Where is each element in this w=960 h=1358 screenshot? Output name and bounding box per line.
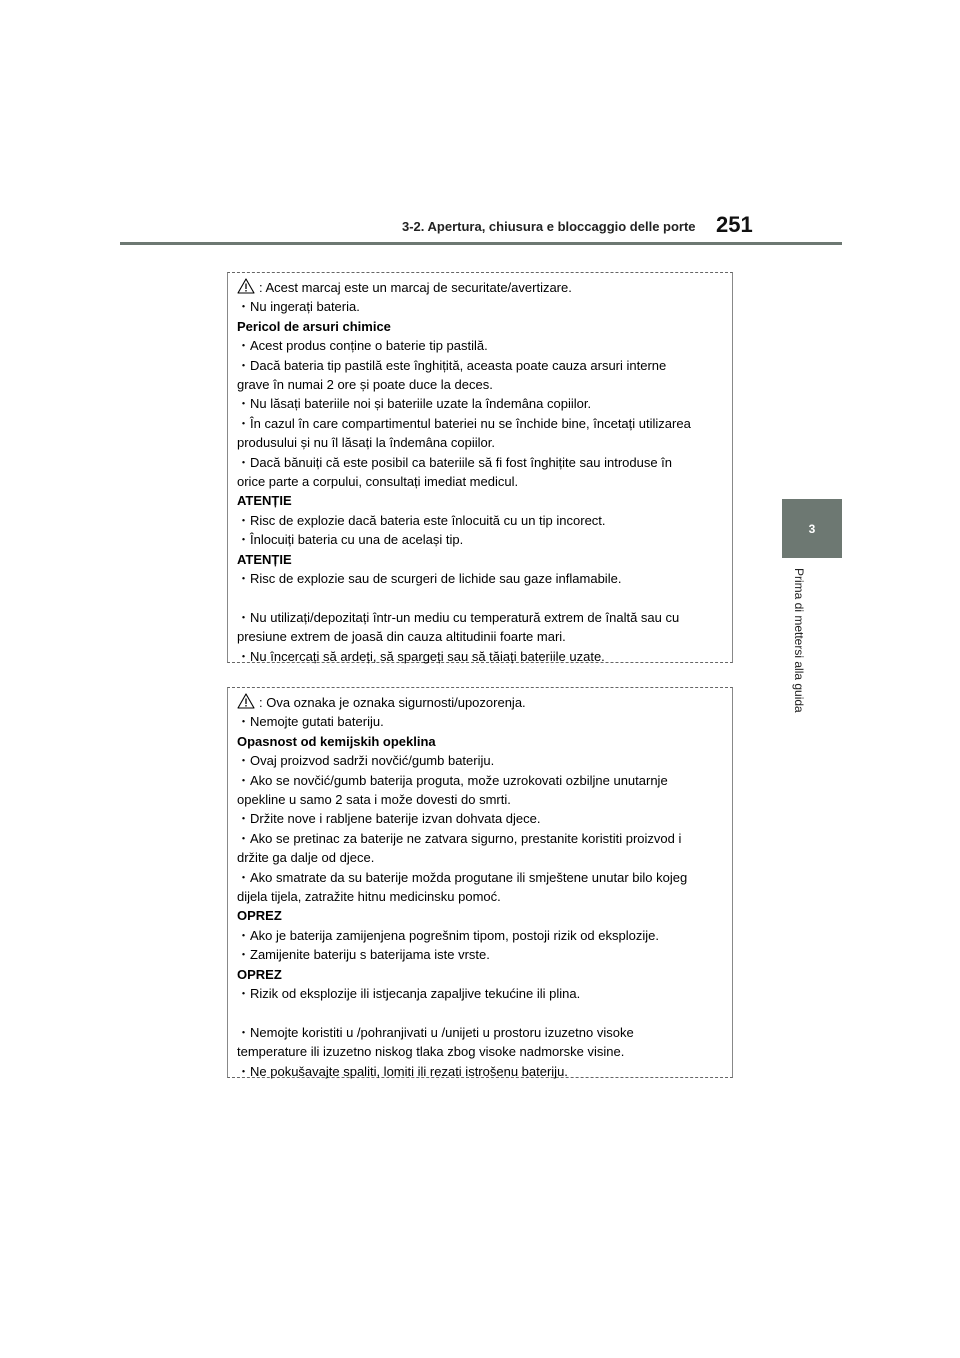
warning-line-text: ・Ovaj proizvod sadrži novčić/gumb bateriju. — [237, 753, 495, 769]
warning-line — [237, 751, 724, 770]
warning-line — [237, 608, 724, 627]
warning-heading — [237, 906, 724, 925]
warning-line — [237, 829, 724, 848]
chapter-number: 3 — [808, 521, 816, 536]
warning-line-text: ATENȚIE — [237, 551, 292, 567]
warning-line-text: ・Nu încercați să ardeți, să spargeți sau să tăiați bateriile uzate. — [237, 648, 605, 664]
warning-line-text: ・Dacă bănuiți că este posibil ca bateriile să fi fost înghițite sau introduse în — [237, 454, 673, 470]
warning-line-text: ・Nu utilizați/depozitați într-un mediu cu temperatură extrem de înaltă sau cu — [237, 609, 680, 625]
warning-line-text: : Ova oznaka je oznaka sigurnosti/upozorenja. — [259, 695, 526, 710]
warning-line-text: ・Ne pokušavajte spaliti, lomiti ili rezati istrošenu bateriju. — [237, 1063, 568, 1079]
warning-line — [237, 984, 724, 1003]
warning-line — [237, 712, 724, 731]
header-rule — [120, 242, 842, 245]
warning-line-text: Pericol de arsuri chimice — [237, 318, 391, 334]
warning-line-text: dijela tijela, zatražite hitnu medicinsku pomoć. — [237, 889, 501, 905]
warning-line — [237, 589, 724, 608]
warning-line-text: ・Zamijenite bateriju s baterijama iste vrste. — [237, 947, 490, 963]
warning-heading — [237, 550, 724, 569]
warning-line-text: ・Înlocuiți bateria cu una de același tip. — [237, 532, 464, 548]
warning-line-text: temperature ili izuzetno niskog tlaka zbog visoke nadmorske visine. — [237, 1044, 625, 1060]
warning-line — [237, 297, 724, 316]
warning-line — [237, 433, 724, 452]
warning-line-text: ・Nu ingerați bateria. — [237, 299, 360, 315]
warning-line — [237, 336, 724, 355]
warning-triangle-icon — [237, 278, 255, 294]
warning-line — [237, 453, 724, 472]
warning-line-text: ・Nu lăsați bateriile noi și bateriile uzate la îndemâna copiilor. — [237, 396, 592, 412]
section-title: 3-2. Apertura, chiusura e bloccaggio delle porte — [402, 219, 696, 234]
warning-box-romanian — [227, 272, 733, 663]
warning-line — [237, 848, 724, 867]
warning-line-text: ・Nemojte gutati bateriju. — [237, 714, 384, 730]
warning-line — [237, 511, 724, 530]
warning-line — [237, 1062, 724, 1081]
page-number: 251 — [716, 212, 753, 237]
warning-box-croatian — [227, 687, 733, 1078]
warning-line-text: : Acest marcaj este un marcaj de securitate/avertizare. — [259, 280, 572, 295]
warning-line-text: ・Držite nove i rabljene baterije izvan dohvata djece. — [237, 811, 541, 827]
warning-line — [237, 1023, 724, 1042]
warning-heading — [237, 491, 724, 510]
warning-line-text: ・Ako je baterija zamijenjena pogrešnim tipom, postoji rizik od eksplozije. — [237, 927, 659, 943]
warning-line-text: produsului și nu îl lăsați la îndemâna copiilor. — [237, 435, 495, 451]
warning-line — [237, 472, 724, 491]
warning-line — [237, 394, 724, 413]
warning-line-text: ・Ako se novčić/gumb baterija proguta, može uzrokovati ozbiljne unutarnje — [237, 772, 668, 788]
warning-line-text: OPREZ — [237, 966, 282, 982]
warning-line-text: Opasnost od kemijskih opeklina — [237, 733, 436, 749]
warning-line — [237, 375, 724, 394]
warning-line-text: ・În cazul în care compartimentul bateriei nu se închide bine, încetați utilizarea — [237, 415, 691, 431]
warning-line — [237, 926, 724, 945]
warning-line — [237, 356, 724, 375]
warning-line — [237, 414, 724, 433]
warning-line — [237, 868, 724, 887]
warning-heading — [237, 732, 724, 751]
warning-line-text: grave în numai 2 ore și poate duce la deces. — [237, 377, 493, 393]
warning-line-text: ・Rizik od eksplozije ili istjecanja zapaljive tekućine ili plina. — [237, 986, 581, 1002]
chapter-tab — [782, 499, 842, 558]
warning-line — [237, 627, 724, 646]
warning-line-text: ・Risc de explozie dacă bateria este înlocuită cu un tip incorect. — [237, 512, 606, 528]
warning-line-text: OPREZ — [237, 908, 282, 924]
warning-triangle-icon — [237, 693, 255, 709]
warning-line — [237, 530, 724, 549]
warning-line-text: opekline u samo 2 sata i može dovesti do smrti. — [237, 792, 511, 808]
warning-line — [237, 945, 724, 964]
warning-line — [237, 809, 724, 828]
warning-heading — [237, 965, 724, 984]
warning-line-text: ・Nemojte koristiti u /pohranjivati u /unijeti u prostoru izuzetno visoke — [237, 1024, 634, 1040]
warning-line-text: ・Ako smatrate da su baterije možda progutane ili smještene unutar bilo kojeg — [237, 869, 688, 885]
warning-line — [237, 278, 724, 297]
warning-line-text: ・Acest produs conține o baterie tip pastilă. — [237, 338, 488, 354]
warning-line — [237, 1042, 724, 1061]
warning-line — [237, 887, 724, 906]
warning-line — [237, 1004, 724, 1023]
warning-line — [237, 569, 724, 588]
warning-line-text: presiune extrem de joasă din cauza altitudinii foarte mari. — [237, 629, 566, 645]
warning-line — [237, 647, 724, 666]
warning-line — [237, 771, 724, 790]
warning-line-text: ・Ako se pretinac za baterije ne zatvara sigurno, prestanite koristiti proizvod i — [237, 830, 682, 846]
warning-line-text: držite ga dalje od djece. — [237, 850, 375, 866]
warning-line — [237, 790, 724, 809]
warning-line-text: ・Dacă bateria tip pastilă este înghițită, aceasta poate cauza arsuri interne — [237, 357, 667, 373]
warning-heading — [237, 317, 724, 336]
warning-line-text: ATENȚIE — [237, 493, 292, 509]
chapter-label: Prima di mettersi alla guida — [792, 568, 806, 713]
warning-line — [237, 693, 724, 712]
warning-line-text: orice parte a corpului, consultați imediat medicul. — [237, 474, 519, 490]
warning-line-text: ・Risc de explozie sau de scurgeri de lichide sau gaze inflamabile. — [237, 571, 622, 587]
